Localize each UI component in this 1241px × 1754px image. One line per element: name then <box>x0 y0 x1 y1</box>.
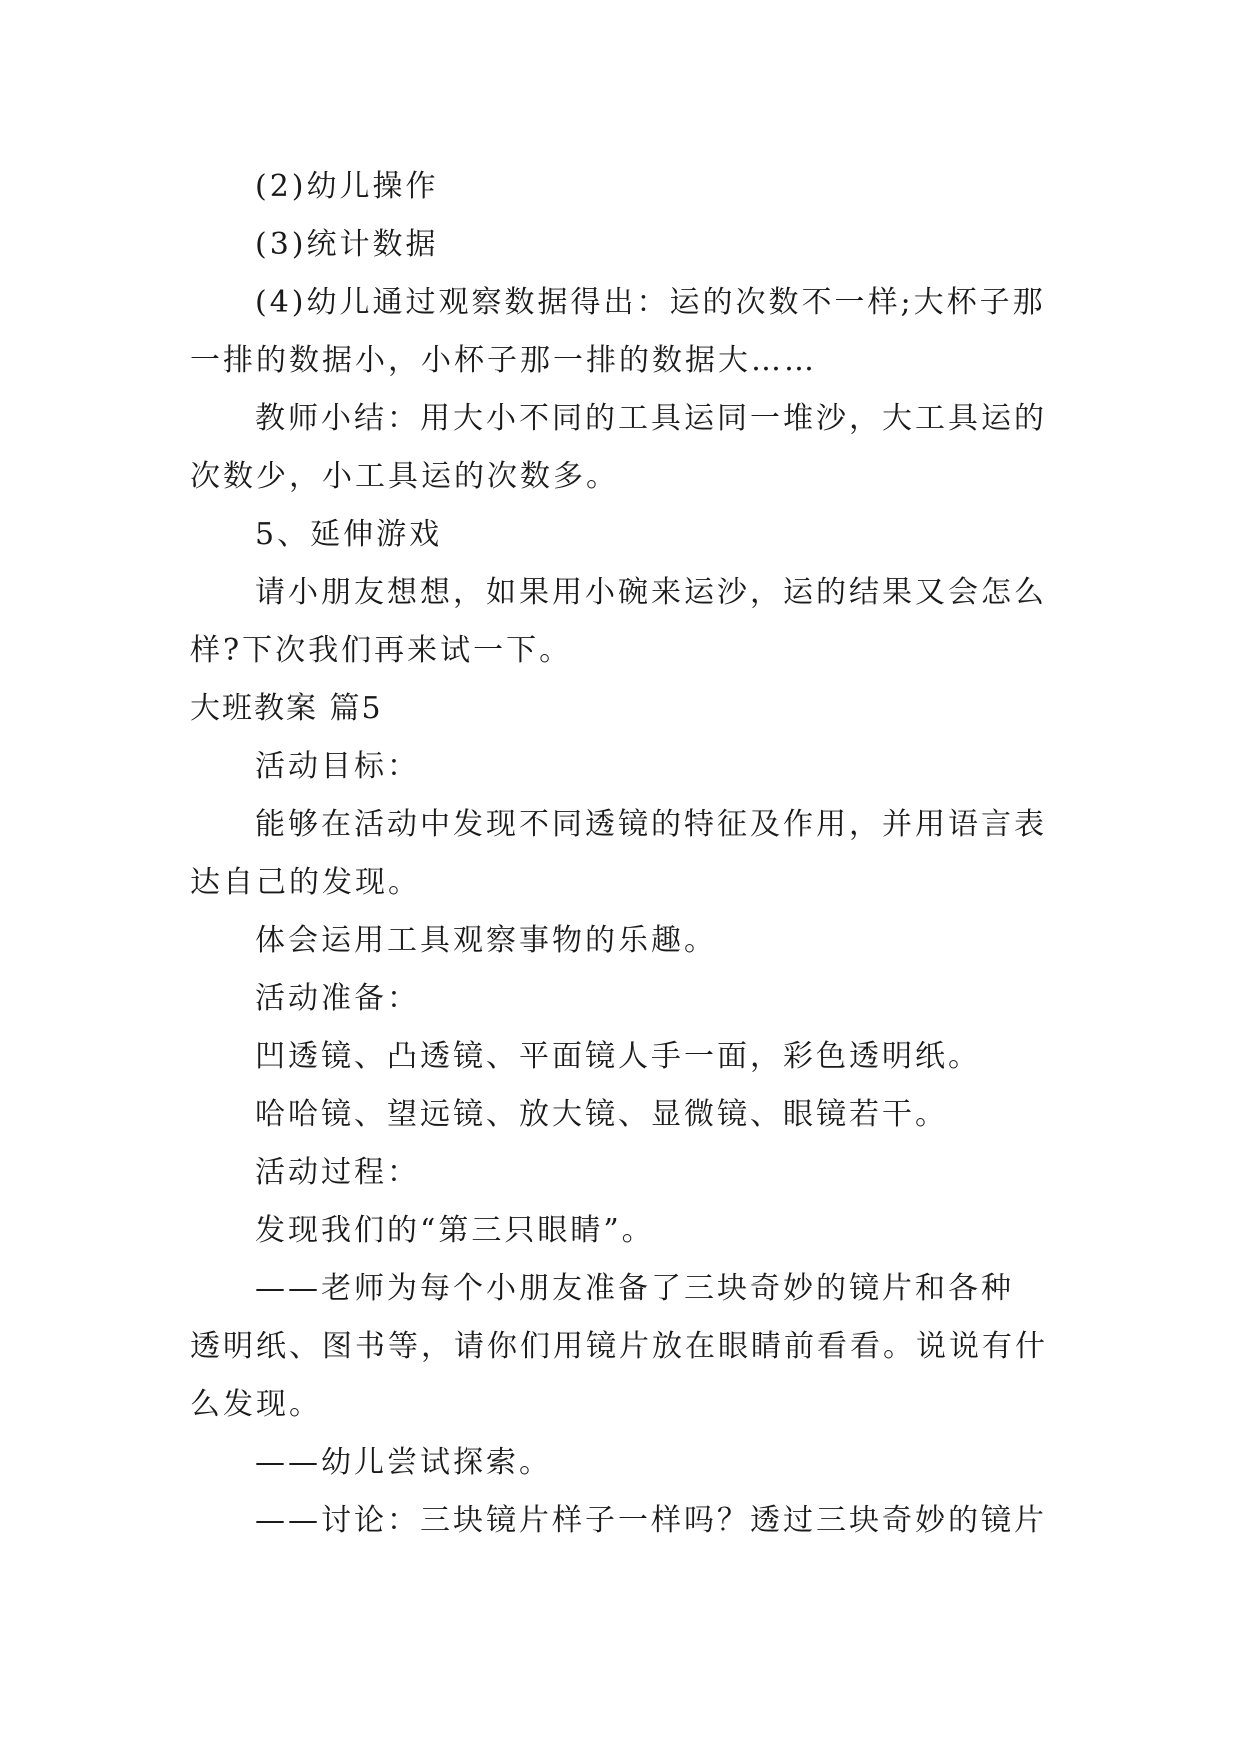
text-line: 能够在活动中发现不同透镜的特征及作用，并用语言表 <box>255 807 1047 842</box>
text-line: (4)幼儿通过观察数据得出：运的次数不一样;大杯子那 <box>255 285 1046 320</box>
text-line: 活动准备： <box>255 981 420 1016</box>
section-heading: 大班教案 篇5 <box>190 691 383 726</box>
text-line: 哈哈镜、望远镜、放大镜、显微镜、眼镜若干。 <box>255 1097 948 1132</box>
text-line: 请小朋友想想，如果用小碗来运沙，运的结果又会怎么 <box>255 575 1047 610</box>
text-line: 5、延伸游戏 <box>255 517 443 552</box>
text-line: 达自己的发现。 <box>190 865 421 900</box>
text-line: 样?下次我们再来试一下。 <box>190 633 573 668</box>
text-line: (3)统计数据 <box>255 227 439 262</box>
text-line: 教师小结：用大小不同的工具运同一堆沙，大工具运的 <box>255 401 1047 436</box>
text-line: 么发现。 <box>190 1387 322 1422</box>
text-line: 透明纸、图书等，请你们用镜片放在眼睛前看看。说说有什 <box>190 1329 1048 1364</box>
text-line: 活动目标： <box>255 749 420 784</box>
text-line: (2)幼儿操作 <box>255 169 439 204</box>
text-line: 凹透镜、凸透镜、平面镜人手一面，彩色透明纸。 <box>255 1039 981 1074</box>
document-body <box>190 158 1060 1550</box>
text-line: 体会运用工具观察事物的乐趣。 <box>255 923 717 958</box>
text-line: 发现我们的“第三只眼睛”。 <box>255 1213 655 1248</box>
text-line: ——讨论：三块镜片样子一样吗？透过三块奇妙的镜片 <box>255 1503 1047 1538</box>
text-line: 次数少，小工具运的次数多。 <box>190 459 619 494</box>
text-line: ——幼儿尝试探索。 <box>255 1445 552 1480</box>
text-line: ——老师为每个小朋友准备了三块奇妙的镜片和各种 <box>255 1271 1014 1306</box>
text-line: 活动过程： <box>255 1155 420 1190</box>
text-line: 一排的数据小，小杯子那一排的数据大…… <box>190 343 817 378</box>
